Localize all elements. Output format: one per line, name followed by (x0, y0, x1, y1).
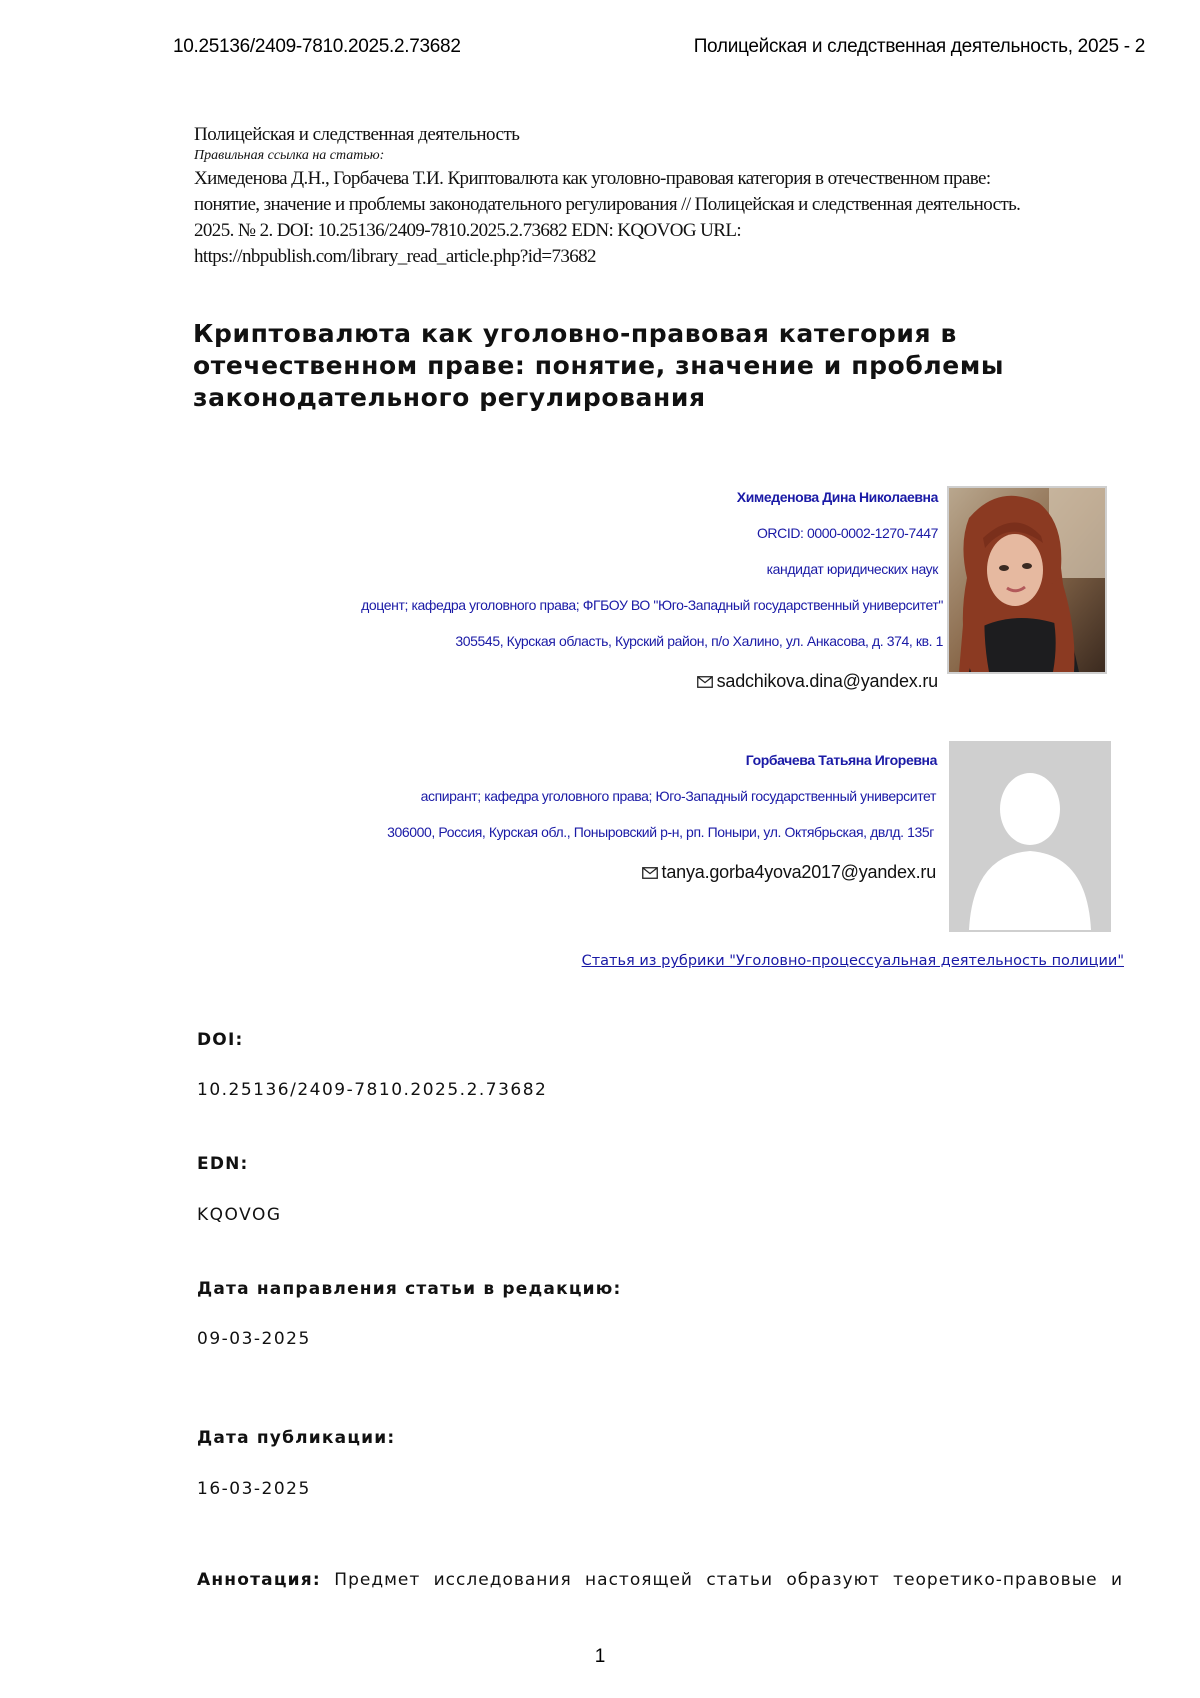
author-email-text[interactable]: sadchikova.dina@yandex.ru (716, 671, 938, 691)
citation-line: Химеденова Д.Н., Горбачева Т.И. Криптовалюта как уголовно-правовая категория в отечественном праве: (194, 168, 991, 189)
citation-line: https://nbpublish.com/library_read_article.php?id=73682 (194, 246, 596, 267)
author-address: 305545, Курская область, Курский район, п/о Халино, ул. Анкасова, д. 374, кв. 1 (455, 633, 943, 649)
author-name: Горбачева Татьяна Игоревна (745, 752, 937, 768)
submitted-date-label: Дата направления статьи в редакцию: (197, 1279, 622, 1299)
author-position: доцент; кафедра уголовного права; ФГБОУ ВО "Юго-Западный государственный университет" (361, 597, 943, 613)
running-header-doi: 10.25136/2409-7810.2025.2.73682 (173, 36, 461, 57)
author-photo (947, 486, 1107, 674)
citation-text (194, 166, 1124, 270)
author-name: Химеденова Дина Николаевна (736, 489, 938, 505)
author-position: аспирант; кафедра уголовного права; Юго-Западный государственный университет (420, 788, 936, 804)
citation-journal: Полицейская и следственная деятельность (194, 124, 520, 145)
published-date-label: Дата публикации: (197, 1428, 396, 1448)
abstract (197, 1570, 1123, 1590)
doi-value: 10.25136/2409-7810.2025.2.73682 (197, 1080, 548, 1100)
running-header-journal: Полицейская и следственная деятельность, 2025 - 2 (693, 36, 1145, 57)
author-degree: кандидат юридических наук (766, 561, 938, 577)
edn-value: KQOVOG (197, 1205, 282, 1225)
abstract-label: Аннотация: (197, 1570, 321, 1590)
submitted-date-value: 09-03-2025 (197, 1329, 311, 1349)
default-avatar-icon (949, 741, 1111, 932)
citation-label: Правильная ссылка на статью: (194, 148, 385, 163)
citation-line: понятие, значение и проблемы законодательного регулирования // Полицейская и следственная деятельность. (194, 194, 1021, 215)
article-title: Криптовалюта как уголовно-правовая категория в отечественном праве: понятие, значение и проблемы законодательного регулирования (193, 319, 1005, 412)
author-email[interactable] (642, 862, 936, 884)
mail-icon (642, 863, 658, 884)
doi-label: DOI: (197, 1030, 244, 1050)
mail-icon (697, 672, 713, 693)
rubric-link[interactable]: Статья из рубрики "Уголовно-процессуальная деятельность полиции" (581, 953, 1124, 969)
page-number: 1 (594, 1646, 606, 1667)
author-email[interactable] (697, 671, 938, 693)
published-date-value: 16-03-2025 (197, 1479, 311, 1499)
author-address: 306000, Россия, Курская обл., Поныровский р-н, рп. Поныри, ул. Октябрьская, двлд. 135г (387, 824, 934, 840)
citation-line: 2025. № 2. DOI: 10.25136/2409-7810.2025.2.73682 EDN: KQOVOG URL: (194, 220, 742, 241)
abstract-text: Предмет исследования настоящей статьи образуют теоретико-правовые и (334, 1570, 1123, 1590)
author-email-text[interactable]: tanya.gorba4yova2017@yandex.ru (661, 862, 936, 882)
author-orcid[interactable]: ORCID: 0000-0002-1270-7447 (756, 525, 938, 541)
edn-label: EDN: (197, 1154, 249, 1174)
